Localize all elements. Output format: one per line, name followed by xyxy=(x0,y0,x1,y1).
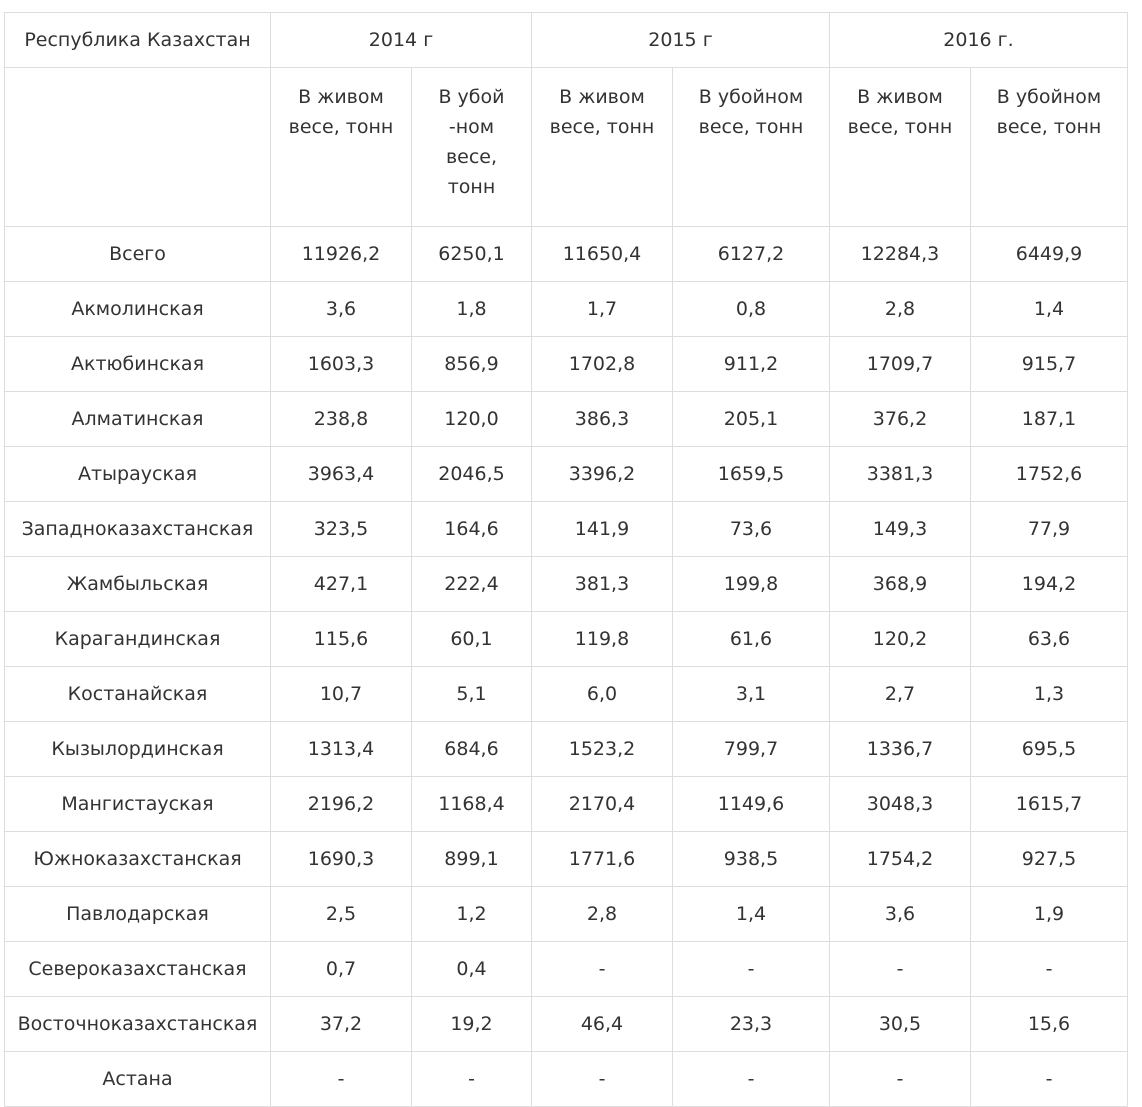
value-cell: 222,4 xyxy=(412,557,532,612)
table-row xyxy=(5,392,1128,447)
value-cell: 1313,4 xyxy=(271,722,412,777)
value-cell: 11650,4 xyxy=(532,227,673,282)
value-cell: - xyxy=(971,942,1128,997)
value-cell: 15,6 xyxy=(971,997,1128,1052)
value-cell: 238,8 xyxy=(271,392,412,447)
table-row xyxy=(5,447,1128,502)
value-cell: 61,6 xyxy=(673,612,830,667)
value-cell: 799,7 xyxy=(673,722,830,777)
value-cell: 120,0 xyxy=(412,392,532,447)
value-cell: 1709,7 xyxy=(830,337,971,392)
subheader-line: В убойном xyxy=(698,86,804,108)
value-cell: 381,3 xyxy=(532,557,673,612)
value-cell: 5,1 xyxy=(412,667,532,722)
subheader-row xyxy=(5,68,1128,227)
value-cell: 386,3 xyxy=(532,392,673,447)
region-name-cell: Североказахстанская xyxy=(5,942,271,997)
value-cell: 194,2 xyxy=(971,557,1128,612)
region-name-cell: Павлодарская xyxy=(5,887,271,942)
value-cell: 6127,2 xyxy=(673,227,830,282)
table-row xyxy=(5,1052,1128,1107)
value-cell: 1168,4 xyxy=(412,777,532,832)
value-cell: 23,3 xyxy=(673,997,830,1052)
region-name-cell: Акмолинская xyxy=(5,282,271,337)
subheader-line: В убой xyxy=(438,86,505,108)
table-row xyxy=(5,777,1128,832)
value-cell: 1,2 xyxy=(412,887,532,942)
subheader-line: весе, тонн xyxy=(288,116,394,138)
value-cell: 149,3 xyxy=(830,502,971,557)
value-cell: 3,6 xyxy=(830,887,971,942)
region-name-cell: Жамбыльская xyxy=(5,557,271,612)
value-cell: 63,6 xyxy=(971,612,1128,667)
value-cell: 3381,3 xyxy=(830,447,971,502)
value-cell: 1690,3 xyxy=(271,832,412,887)
value-cell: 2170,4 xyxy=(532,777,673,832)
value-cell: 1,3 xyxy=(971,667,1128,722)
value-cell: 3963,4 xyxy=(271,447,412,502)
value-cell: 2,8 xyxy=(532,887,673,942)
value-cell: 2,7 xyxy=(830,667,971,722)
subheader-line: весе, xyxy=(445,146,498,168)
subheader-line: весе, тонн xyxy=(698,116,804,138)
value-cell: 3048,3 xyxy=(830,777,971,832)
livestock-table xyxy=(4,12,1128,1107)
value-cell: 1523,2 xyxy=(532,722,673,777)
value-cell: 205,1 xyxy=(673,392,830,447)
value-cell: - xyxy=(532,942,673,997)
subheader-line: В живом xyxy=(857,86,943,108)
value-cell: 1149,6 xyxy=(673,777,830,832)
value-cell: 2,8 xyxy=(830,282,971,337)
year-header-2014: 2014 г xyxy=(271,13,532,68)
region-name-cell: Костанайская xyxy=(5,667,271,722)
subheader-cell xyxy=(532,68,673,227)
value-cell: 1752,6 xyxy=(971,447,1128,502)
value-cell: 1603,3 xyxy=(271,337,412,392)
subheader-cell xyxy=(412,68,532,227)
subheader-line: весе, тонн xyxy=(996,116,1102,138)
value-cell: 927,5 xyxy=(971,832,1128,887)
region-name-cell: Южноказахстанская xyxy=(5,832,271,887)
subheader-line: В убойном xyxy=(996,86,1102,108)
table-row xyxy=(5,557,1128,612)
year-header-row xyxy=(5,13,1128,68)
table-body xyxy=(5,13,1128,1107)
value-cell: 187,1 xyxy=(971,392,1128,447)
value-cell: 0,4 xyxy=(412,942,532,997)
value-cell: 73,6 xyxy=(673,502,830,557)
subheader-line: В живом xyxy=(559,86,645,108)
value-cell: 6250,1 xyxy=(412,227,532,282)
value-cell: 0,7 xyxy=(271,942,412,997)
table-container xyxy=(4,12,1128,1107)
value-cell: 19,2 xyxy=(412,997,532,1052)
value-cell: 1702,8 xyxy=(532,337,673,392)
value-cell: 1,4 xyxy=(971,282,1128,337)
value-cell: - xyxy=(673,1052,830,1107)
value-cell: - xyxy=(532,1052,673,1107)
value-cell: - xyxy=(971,1052,1128,1107)
region-name-cell: Восточноказахстанская xyxy=(5,997,271,1052)
table-row xyxy=(5,667,1128,722)
subheader-line: весе, тонн xyxy=(847,116,953,138)
value-cell: 938,5 xyxy=(673,832,830,887)
value-cell: - xyxy=(271,1052,412,1107)
value-cell: 10,7 xyxy=(271,667,412,722)
table-row xyxy=(5,337,1128,392)
region-name-cell: Атырауская xyxy=(5,447,271,502)
value-cell: 120,2 xyxy=(830,612,971,667)
value-cell: 164,6 xyxy=(412,502,532,557)
subheader-cell xyxy=(673,68,830,227)
value-cell: 899,1 xyxy=(412,832,532,887)
value-cell: 1336,7 xyxy=(830,722,971,777)
value-cell: 6449,9 xyxy=(971,227,1128,282)
value-cell: 427,1 xyxy=(271,557,412,612)
table-row xyxy=(5,722,1128,777)
value-cell: 119,8 xyxy=(532,612,673,667)
subheader-cell xyxy=(971,68,1128,227)
value-cell: - xyxy=(830,1052,971,1107)
region-name-cell: Карагандинская xyxy=(5,612,271,667)
region-name-cell: Западноказахстанская xyxy=(5,502,271,557)
region-name-cell: Кызылординская xyxy=(5,722,271,777)
value-cell: 77,9 xyxy=(971,502,1128,557)
value-cell: 1659,5 xyxy=(673,447,830,502)
value-cell: - xyxy=(830,942,971,997)
table-row xyxy=(5,502,1128,557)
value-cell: 856,9 xyxy=(412,337,532,392)
value-cell: 0,8 xyxy=(673,282,830,337)
value-cell: 3,1 xyxy=(673,667,830,722)
region-name-cell: Астана xyxy=(5,1052,271,1107)
value-cell: 695,5 xyxy=(971,722,1128,777)
value-cell: 1771,6 xyxy=(532,832,673,887)
year-header-2015: 2015 г xyxy=(532,13,830,68)
value-cell: 368,9 xyxy=(830,557,971,612)
table-row xyxy=(5,227,1128,282)
corner-header: Республика Казахстан xyxy=(5,13,271,68)
region-name-cell: Мангистауская xyxy=(5,777,271,832)
value-cell: 1,8 xyxy=(412,282,532,337)
subheader-line: тонн xyxy=(447,176,496,198)
subheader-line: В живом xyxy=(298,86,384,108)
value-cell: 1,4 xyxy=(673,887,830,942)
subheader-cell xyxy=(271,68,412,227)
value-cell: 115,6 xyxy=(271,612,412,667)
value-cell: 2046,5 xyxy=(412,447,532,502)
value-cell: 1615,7 xyxy=(971,777,1128,832)
value-cell: 141,9 xyxy=(532,502,673,557)
region-name-cell: Алматинская xyxy=(5,392,271,447)
value-cell: - xyxy=(412,1052,532,1107)
year-header-2016: 2016 г. xyxy=(830,13,1128,68)
value-cell: 30,5 xyxy=(830,997,971,1052)
value-cell: 323,5 xyxy=(271,502,412,557)
table-row xyxy=(5,997,1128,1052)
value-cell: 199,8 xyxy=(673,557,830,612)
region-name-cell: Всего xyxy=(5,227,271,282)
value-cell: 46,4 xyxy=(532,997,673,1052)
value-cell: 1,7 xyxy=(532,282,673,337)
table-row xyxy=(5,282,1128,337)
value-cell: 684,6 xyxy=(412,722,532,777)
value-cell: 11926,2 xyxy=(271,227,412,282)
table-row xyxy=(5,887,1128,942)
value-cell: 2196,2 xyxy=(271,777,412,832)
value-cell: - xyxy=(673,942,830,997)
table-row xyxy=(5,942,1128,997)
value-cell: 60,1 xyxy=(412,612,532,667)
subheader-line: весе, тонн xyxy=(549,116,655,138)
table-row xyxy=(5,612,1128,667)
subheader-empty-cell xyxy=(5,68,271,227)
value-cell: 376,2 xyxy=(830,392,971,447)
subheader-line: -ном xyxy=(448,116,495,138)
value-cell: 3396,2 xyxy=(532,447,673,502)
region-name-cell: Актюбинская xyxy=(5,337,271,392)
value-cell: 911,2 xyxy=(673,337,830,392)
value-cell: 37,2 xyxy=(271,997,412,1052)
table-row xyxy=(5,832,1128,887)
value-cell: 915,7 xyxy=(971,337,1128,392)
value-cell: 12284,3 xyxy=(830,227,971,282)
value-cell: 3,6 xyxy=(271,282,412,337)
value-cell: 6,0 xyxy=(532,667,673,722)
value-cell: 1,9 xyxy=(971,887,1128,942)
value-cell: 2,5 xyxy=(271,887,412,942)
value-cell: 1754,2 xyxy=(830,832,971,887)
subheader-cell xyxy=(830,68,971,227)
